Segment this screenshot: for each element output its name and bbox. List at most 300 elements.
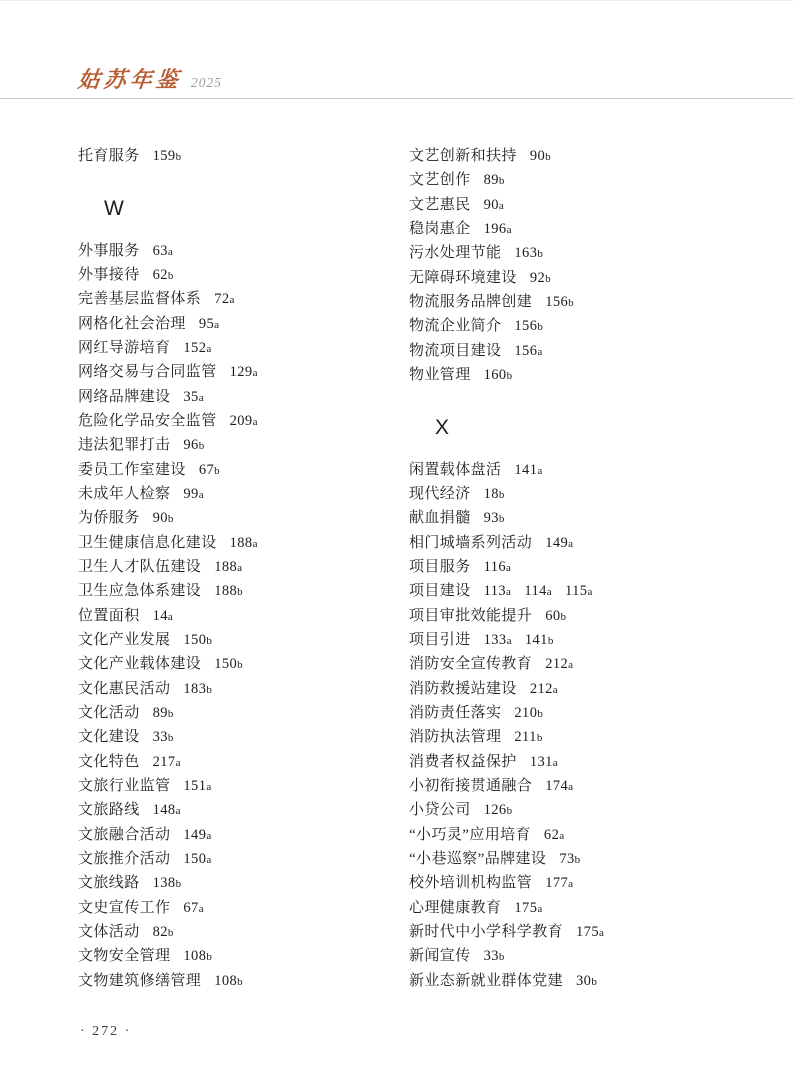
index-entry (78, 482, 393, 506)
page-ref-number: 108 (183, 948, 207, 965)
index-entry (409, 579, 754, 603)
page-ref-number: 152 (183, 339, 207, 356)
entry-page-ref (484, 510, 505, 526)
page-ref-column-letter: a (587, 586, 593, 599)
page-ref-column-letter: b (206, 951, 213, 964)
entry-term: 网络交易与合同监管 (78, 364, 217, 381)
entry-page-ref (524, 583, 552, 599)
page-ref-number: 114 (524, 583, 547, 600)
entry-page-ref (484, 486, 505, 502)
entry-page-ref (230, 535, 258, 551)
entry-page-ref (545, 608, 566, 624)
page-ref-column-letter: b (206, 683, 213, 696)
page-ref-column-letter: a (206, 853, 212, 866)
entry-term: 项目建设 (409, 583, 471, 600)
index-entry (409, 168, 754, 192)
entry-term: 文旅路线 (78, 802, 140, 819)
page-ref-number: 131 (529, 753, 553, 770)
index-entry (78, 144, 393, 168)
entry-term: 项目服务 (409, 558, 471, 575)
index-entry (78, 239, 393, 263)
entry-term: 文旅推介活动 (78, 850, 171, 867)
page-ref-number: 67 (183, 899, 199, 916)
entry-term: 违法犯罪打击 (78, 437, 171, 454)
entry-term: 稳岗惠企 (409, 220, 471, 237)
entry-term: 新时代中小学科学教育 (409, 923, 564, 940)
entry-term: 小贷公司 (409, 802, 471, 819)
page-ref-number: 177 (545, 875, 569, 892)
page-ref-column-letter: b (167, 269, 174, 282)
page-ref-column-letter: b (498, 513, 505, 526)
entry-term: 文艺创新和扶持 (409, 148, 517, 164)
entry-page-ref (183, 681, 212, 697)
page-ref-number: 163 (514, 245, 538, 262)
page-ref-column-letter: b (545, 272, 552, 285)
page-ref-column-letter: a (552, 756, 559, 769)
entry-term: 文化建设 (78, 729, 140, 746)
entry-term: 托育服务 (78, 148, 140, 164)
page-ref-number: 183 (183, 680, 207, 697)
index-entry (78, 312, 393, 336)
entry-page-ref (525, 632, 554, 648)
index-entry (78, 385, 393, 409)
page-ref-number: 99 (183, 485, 199, 502)
page-ref-column-letter: b (167, 707, 174, 720)
entry-page-ref (514, 318, 543, 334)
page-ref-number: 188 (214, 558, 238, 575)
page-ref-number: 90 (529, 148, 546, 164)
page-ref-number: 150 (214, 656, 238, 673)
page-ref-number: 35 (183, 388, 199, 405)
page-ref-column-letter: a (506, 634, 512, 647)
page-ref-number: 95 (198, 315, 215, 332)
entry-term: 新业态新就业群体党建 (409, 972, 564, 989)
entry-term: “小巧灵”应用培育 (409, 826, 531, 843)
index-entry (78, 847, 393, 871)
index-entry (78, 579, 393, 603)
entry-page-ref (514, 245, 543, 261)
page-ref-number: 60 (545, 607, 561, 624)
entry-term: 完善基层监督体系 (78, 291, 202, 308)
index-entry (409, 701, 754, 725)
index-entry (78, 871, 393, 895)
page-ref-number: 212 (545, 656, 569, 673)
entry-term: 献血捐髓 (409, 510, 471, 527)
entry-term: 相门城墙系列活动 (409, 534, 533, 551)
page-ref-number: 93 (483, 510, 499, 527)
entry-page-ref (183, 632, 212, 648)
entry-term: 项目引进 (409, 631, 471, 648)
entry-page-ref (545, 875, 573, 891)
index-entry (409, 604, 754, 628)
page-ref-column-letter: a (546, 586, 553, 599)
page-ref-column-letter: a (559, 829, 565, 842)
page-ref-column-letter: a (198, 488, 205, 501)
index-entry (409, 193, 754, 217)
page-ref-number: 174 (545, 777, 569, 794)
index-entry (409, 652, 754, 676)
entry-term: 污水处理节能 (409, 245, 502, 262)
entry-page-ref (199, 462, 220, 478)
entry-term: 物业管理 (409, 366, 471, 383)
index-entry (78, 433, 393, 457)
page-ref-number: 211 (514, 729, 537, 746)
entry-page-ref (576, 973, 597, 989)
index-entry (409, 290, 754, 314)
page-ref-column-letter: a (568, 878, 574, 891)
page-ref-column-letter: b (175, 878, 182, 891)
entry-page-ref (214, 583, 243, 599)
page-number: · 272 · (80, 1024, 132, 1039)
entry-term: 外事服务 (78, 242, 140, 259)
page-ref-column-letter: a (598, 926, 605, 939)
index-entry (409, 798, 754, 822)
entry-page-ref (230, 364, 258, 380)
entry-page-ref (214, 559, 242, 575)
entry-page-ref (153, 802, 181, 818)
index-entry (78, 725, 393, 749)
entry-term: 文物建筑修缮管理 (78, 972, 202, 989)
entry-term: 卫生人才队伍建设 (78, 558, 202, 575)
index-entry (78, 750, 393, 774)
page-ref-column-letter: a (568, 537, 574, 550)
page-ref-number: 156 (514, 318, 538, 335)
entry-term: 消防救援站建设 (409, 680, 517, 697)
entry-page-ref (530, 681, 558, 697)
page-ref-column-letter: b (167, 513, 174, 526)
page-ref-number: 138 (152, 875, 176, 892)
page-ref-column-letter: a (506, 586, 512, 599)
entry-page-ref (514, 462, 542, 478)
index-entry (78, 896, 393, 920)
page-ref-number: 33 (483, 948, 499, 965)
entry-page-ref (545, 294, 574, 310)
entry-page-ref (153, 729, 174, 745)
entry-page-ref (530, 754, 558, 770)
index-entry (78, 506, 393, 530)
page-ref-column-letter: b (506, 805, 513, 818)
section-heading-w: W (104, 197, 124, 221)
index-entry (409, 458, 754, 482)
page-ref-number: 90 (152, 510, 168, 527)
entry-page-ref (183, 851, 211, 867)
page-ref-number: 196 (483, 220, 507, 237)
index-entry (409, 677, 754, 701)
index-entry (409, 266, 754, 290)
index-entry (78, 336, 393, 360)
page-ref-number: 89 (483, 172, 499, 189)
index-entry (78, 774, 393, 798)
entry-page-ref (153, 608, 174, 624)
entry-page-ref (153, 705, 174, 721)
entry-term: 文旅线路 (78, 875, 140, 892)
entry-term: 小初衔接贯通融合 (409, 777, 533, 794)
page-ref-number: 156 (545, 293, 569, 310)
page-ref-column-letter: b (237, 586, 244, 599)
index-entry (409, 628, 754, 652)
page-ref-number: 212 (529, 680, 553, 697)
entry-page-ref (530, 270, 551, 286)
index-entry (409, 339, 754, 363)
entry-term: 文化活动 (78, 704, 140, 721)
page-ref-number: 150 (183, 850, 207, 867)
index-entry (409, 847, 754, 871)
entry-page-ref (545, 656, 573, 672)
section-heading-x: X (435, 416, 450, 440)
entry-term: 网络品牌建设 (78, 388, 171, 405)
index-entry (78, 798, 393, 822)
entry-term: 为侨服务 (78, 510, 140, 527)
page-ref-column-letter: a (252, 537, 258, 550)
entry-page-ref (514, 729, 542, 745)
page-ref-number: 72 (214, 291, 230, 308)
entry-page-ref (153, 754, 181, 770)
entry-page-ref (530, 148, 551, 164)
entry-term: 消防执法管理 (409, 729, 502, 746)
entry-term: 未成年人检察 (78, 485, 171, 502)
entry-term: 无障碍环境建设 (409, 269, 517, 286)
index-entry (78, 969, 393, 993)
page-ref-column-letter: a (198, 902, 205, 915)
entry-page-ref (484, 632, 512, 648)
page-ref-column-letter: a (229, 294, 235, 307)
page-ref-number: 67 (198, 461, 215, 478)
entry-term: 文化产业载体建设 (78, 656, 202, 673)
index-entry (78, 555, 393, 579)
entry-page-ref (565, 583, 593, 599)
page-ref-column-letter: b (537, 707, 544, 720)
entry-page-ref (230, 413, 258, 429)
page-ref-number: 156 (514, 342, 538, 359)
page-ref-column-letter: a (198, 391, 205, 404)
entry-term: 文旅融合活动 (78, 826, 171, 843)
page-ref-number: 151 (183, 777, 207, 794)
page-ref-number: 209 (229, 412, 253, 429)
page-ref-column-letter: a (568, 659, 574, 672)
header-divider-rule (0, 98, 793, 99)
page-ref-number: 108 (214, 972, 238, 989)
entry-term: 消防安全宣传教育 (409, 656, 533, 673)
page-ref-number: 62 (152, 266, 168, 283)
index-entry (78, 360, 393, 384)
entry-page-ref (183, 900, 204, 916)
page-ref-number: 141 (524, 631, 548, 648)
page-ref-column-letter: a (206, 780, 212, 793)
entry-page-ref (484, 948, 505, 964)
entry-term: 卫生健康信息化建设 (78, 534, 217, 551)
page-ref-column-letter: b (167, 732, 174, 745)
entry-page-ref (183, 778, 211, 794)
entry-term: 文体活动 (78, 923, 140, 940)
page-ref-number: 148 (152, 802, 176, 819)
page-ref-column-letter: a (167, 610, 174, 623)
entry-term: 卫生应急体系建设 (78, 583, 202, 600)
page-ref-column-letter: b (237, 975, 244, 988)
page-ref-column-letter: b (536, 732, 543, 745)
page-ref-column-letter: b (545, 151, 552, 163)
entry-term: 文化产业发展 (78, 631, 171, 648)
index-entry (78, 263, 393, 287)
entry-term: 现代经济 (409, 485, 471, 502)
page-ref-number: 33 (152, 729, 168, 746)
index-entry (409, 531, 754, 555)
entry-page-ref (484, 367, 513, 383)
page-ref-column-letter: b (591, 975, 598, 988)
page-ref-number: 90 (483, 196, 499, 213)
index-entry (409, 217, 754, 241)
page-ref-column-letter: a (506, 561, 512, 574)
entry-term: 文史宣传工作 (78, 899, 171, 916)
page-ref-number: 217 (152, 753, 176, 770)
page-ref-column-letter: b (167, 926, 174, 939)
yearbook-logo-year: 2025 (191, 75, 223, 90)
index-entry (78, 604, 393, 628)
index-entry (409, 823, 754, 847)
page-ref-number: 159 (152, 148, 176, 164)
page-ref-number: 82 (152, 923, 168, 940)
entry-page-ref (183, 340, 211, 356)
entry-term: “小巷巡察”品牌建设 (409, 850, 547, 867)
entry-term: 位置面积 (78, 607, 140, 624)
index-entry (78, 287, 393, 311)
entry-page-ref (484, 559, 512, 575)
entry-page-ref (484, 172, 505, 188)
entry-term: 委员工作室建设 (78, 461, 186, 478)
page-ref-number: 175 (514, 899, 538, 916)
page-ref-column-letter: a (506, 223, 512, 236)
page-ref-column-letter: a (237, 561, 243, 574)
entry-page-ref (484, 197, 505, 213)
page-ref-number: 63 (152, 242, 168, 259)
page-ref-number: 150 (183, 631, 207, 648)
index-entry (78, 409, 393, 433)
yearbook-logo-title: 姑苏年鉴 (76, 67, 184, 92)
page-ref-number: 129 (229, 364, 253, 381)
entry-page-ref (183, 948, 212, 964)
index-entry (78, 944, 393, 968)
entry-term: 校外培训机构监管 (409, 875, 533, 892)
page-ref-number: 188 (214, 583, 238, 600)
page-ref-column-letter: b (506, 369, 513, 382)
entry-page-ref (214, 973, 243, 989)
page-ref-number: 96 (183, 437, 199, 454)
entry-page-ref (153, 875, 182, 891)
page-ref-number: 30 (576, 972, 592, 989)
entry-page-ref (214, 291, 235, 307)
index-entry (409, 241, 754, 265)
entry-page-ref (153, 924, 174, 940)
page-ref-number: 149 (183, 826, 207, 843)
page-ref-number: 133 (483, 631, 507, 648)
entry-page-ref (514, 343, 542, 359)
page-ref-column-letter: b (237, 659, 244, 672)
entry-term: 危险化学品安全监管 (78, 412, 217, 429)
page-ref-number: 116 (483, 558, 507, 575)
entry-term: 物流企业简介 (409, 318, 502, 335)
page-ref-column-letter: a (568, 780, 574, 793)
entry-term: 文化特色 (78, 753, 140, 770)
entry-term: 消防责任落实 (409, 704, 502, 721)
page-ref-number: 113 (483, 583, 507, 600)
entry-page-ref (484, 221, 512, 237)
page-ref-column-letter: b (568, 296, 575, 309)
page-ref-column-letter: b (547, 634, 554, 647)
index-column-right (409, 144, 754, 993)
entry-page-ref (183, 827, 211, 843)
page-ref-number: 92 (529, 269, 546, 286)
entry-page-ref (514, 900, 542, 916)
page-ref-column-letter: a (175, 805, 181, 818)
entry-term: 闲置载体盘活 (409, 461, 502, 478)
page-ref-column-letter: b (175, 151, 182, 163)
page-ref-column-letter: a (498, 199, 505, 212)
entry-term: 文旅行业监管 (78, 777, 171, 794)
entry-term: 外事接待 (78, 266, 140, 283)
index-entry (78, 652, 393, 676)
entry-term: 消费者权益保护 (409, 753, 517, 770)
page-ref-number: 160 (483, 366, 507, 383)
page-ref-column-letter: a (537, 345, 543, 358)
index-entry (409, 725, 754, 749)
entry-term: 新闻宣传 (409, 948, 471, 965)
page-ref-column-letter: b (537, 248, 544, 261)
index-entry (78, 628, 393, 652)
entry-page-ref (544, 827, 565, 843)
page-ref-column-letter: a (252, 415, 258, 428)
index-entry (78, 920, 393, 944)
entry-page-ref (559, 851, 580, 867)
entry-page-ref (576, 924, 604, 940)
entry-term: 项目审批效能提升 (409, 607, 533, 624)
index-entry (409, 871, 754, 895)
index-entry (409, 314, 754, 338)
page-ref-column-letter: a (552, 683, 559, 696)
entry-page-ref (214, 656, 243, 672)
page-ref-column-letter: a (537, 902, 543, 915)
index-entry (409, 896, 754, 920)
entry-page-ref (545, 778, 573, 794)
index-entry (78, 701, 393, 725)
page-ref-number: 62 (543, 826, 560, 843)
index-entry (409, 506, 754, 530)
page-ref-column-letter: b (498, 175, 505, 188)
page-ref-number: 14 (152, 607, 168, 624)
entry-page-ref (484, 802, 513, 818)
index-entry (78, 531, 393, 555)
page-ref-column-letter: b (498, 951, 505, 964)
page-ref-column-letter: b (214, 464, 221, 477)
page-ref-column-letter: a (167, 245, 174, 258)
page-ref-column-letter: a (214, 318, 220, 331)
page-ref-column-letter: a (537, 464, 543, 477)
page-ref-number: 175 (576, 923, 599, 940)
page-ref-column-letter: a (206, 342, 212, 355)
page-ref-column-letter: b (198, 440, 205, 453)
index-entry (78, 823, 393, 847)
index-entry (409, 774, 754, 798)
entry-term: 物流服务品牌创建 (409, 293, 533, 310)
entry-page-ref (183, 389, 204, 405)
entry-page-ref (153, 267, 174, 283)
entry-term: 文艺惠民 (409, 196, 471, 213)
entry-term: 文艺创作 (409, 172, 471, 189)
page-ref-number: 115 (565, 583, 588, 600)
index-entry (409, 363, 754, 387)
page-ref-column-letter: b (206, 634, 213, 647)
entry-page-ref (153, 243, 174, 259)
entry-term: 物流项目建设 (409, 342, 502, 359)
yearbook-masthead (78, 63, 222, 94)
